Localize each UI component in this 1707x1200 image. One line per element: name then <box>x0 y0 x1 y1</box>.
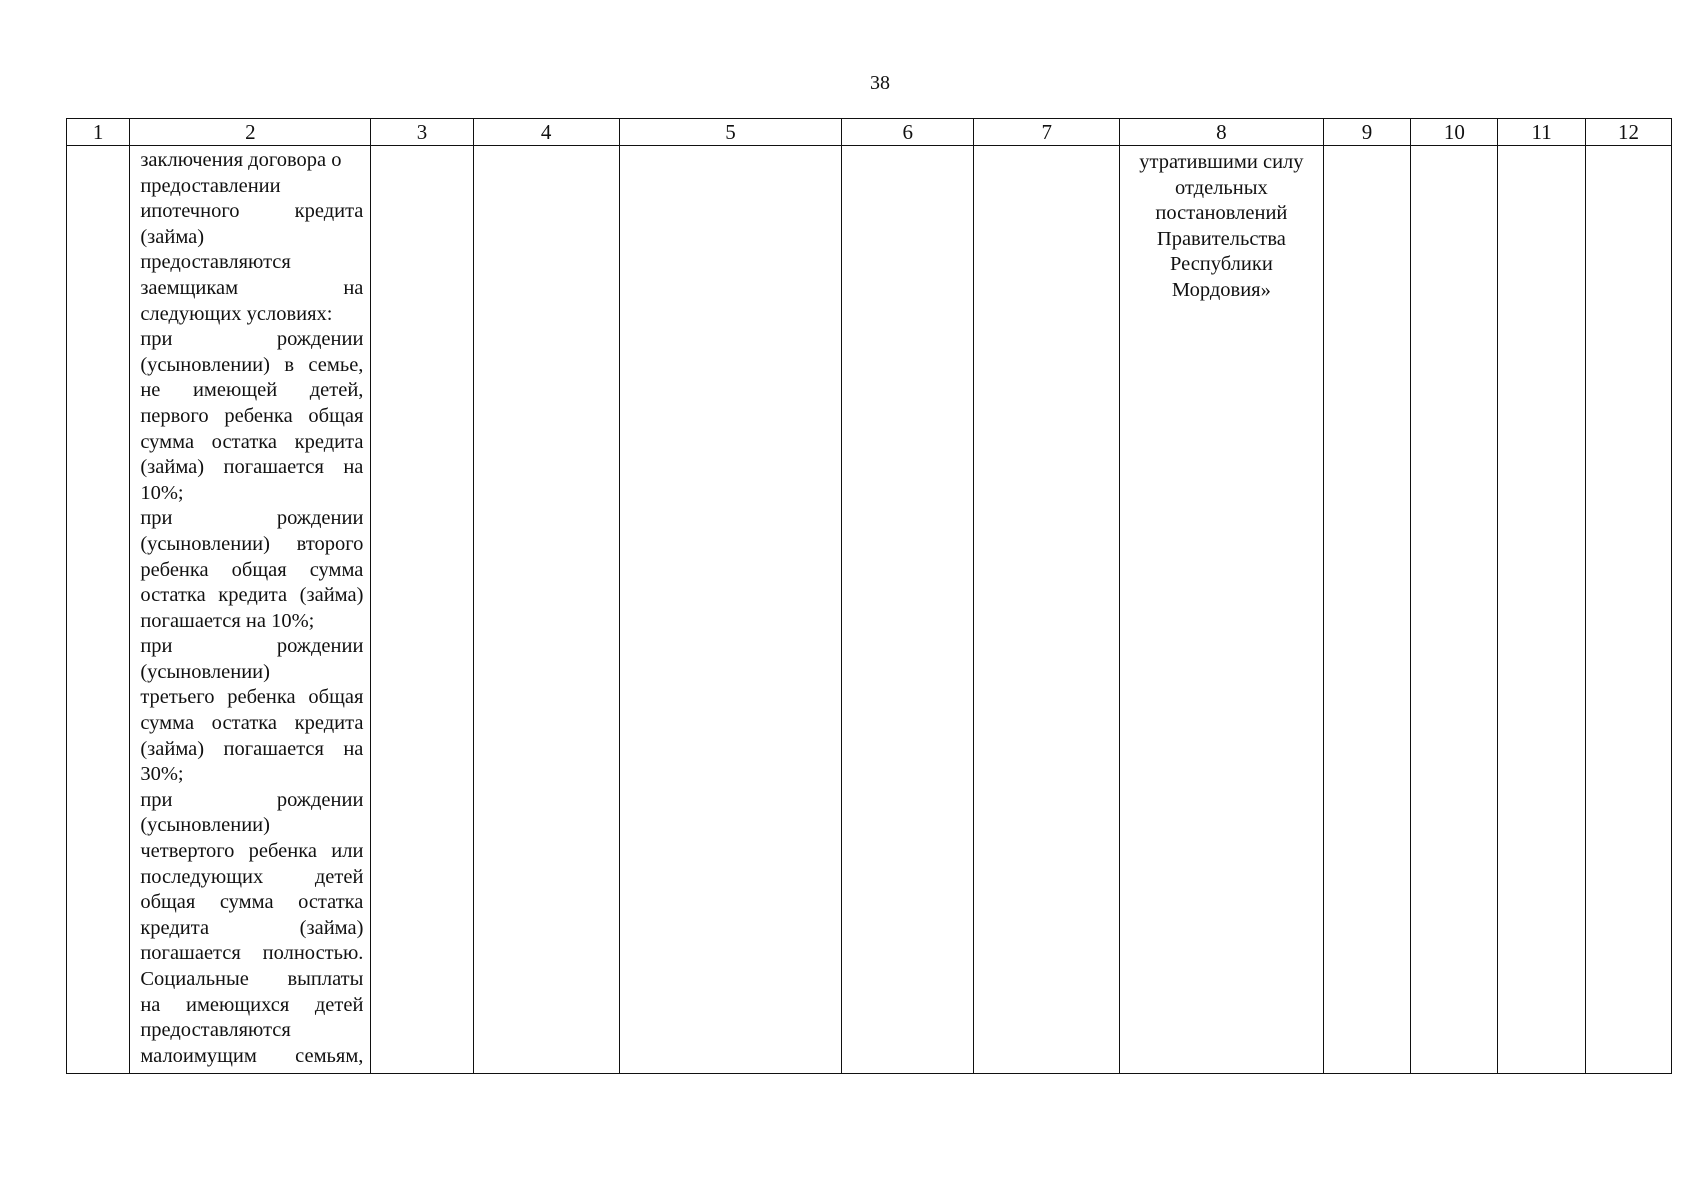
cell-col-3 <box>371 146 473 1074</box>
text-line: не имеющей детей, <box>140 379 364 402</box>
cell-col-12 <box>1586 146 1672 1074</box>
text-line: (усыновлении) <box>140 814 270 837</box>
text-line: постановлений <box>1155 202 1288 225</box>
cell-col-11 <box>1498 146 1586 1074</box>
document-table <box>66 118 1672 1074</box>
col-header-11: 11 <box>1498 119 1586 146</box>
text-line: сумма остатка кредита <box>140 712 364 735</box>
text-line: Социальные выплаты <box>140 968 364 990</box>
cell-col-10 <box>1411 146 1498 1074</box>
text-line: (усыновлении) в семье, <box>140 353 364 376</box>
text-line: заемщикам на <box>140 276 364 299</box>
text-line: Мордовия» <box>1171 278 1271 301</box>
text-line: Республики <box>1169 253 1273 276</box>
cell-col-2 <box>130 146 371 1074</box>
text-line: сумма остатка кредита <box>140 430 364 453</box>
header-row <box>67 119 1672 146</box>
text-line: 30%; <box>140 763 184 786</box>
text-line: (усыновлении) второго <box>140 532 364 555</box>
col-header-9: 9 <box>1323 119 1411 146</box>
text-line: при рождении <box>140 507 364 530</box>
text-line: погашается полностью. <box>140 942 364 965</box>
text-line: заключения договора о <box>140 149 342 171</box>
col2-text <box>130 146 370 1069</box>
cell-col-9 <box>1323 146 1411 1074</box>
text-line: остатка кредита (займа) <box>140 584 364 607</box>
text-line: (займа) погашается на <box>140 456 364 479</box>
col-header-5: 5 <box>619 119 842 146</box>
text-line: погашается на 10%; <box>140 609 315 632</box>
text-line: следующих условиях: <box>140 302 333 325</box>
col-header-12: 12 <box>1586 119 1672 146</box>
col-header-2: 2 <box>130 119 371 146</box>
text-line: (займа) погашается на <box>140 737 364 760</box>
text-line: отдельных <box>1175 176 1268 199</box>
text-line: при рождении <box>140 328 364 351</box>
text-line: четвертого ребенка или <box>140 840 364 863</box>
text-line: общая сумма остатка <box>140 891 364 914</box>
text-line: первого ребенка общая <box>140 404 364 427</box>
col-header-8: 8 <box>1120 119 1323 146</box>
text-line: предоставлении <box>140 174 281 197</box>
col-header-1: 1 <box>67 119 130 146</box>
text-line: при рождении <box>140 635 364 658</box>
text-line: (займа) <box>140 225 205 248</box>
text-line: кредита (займа) <box>140 916 364 939</box>
cell-col-4 <box>473 146 619 1074</box>
text-line: Правительства <box>1156 227 1286 250</box>
cell-col-7 <box>974 146 1120 1074</box>
text-line: ребенка общая сумма <box>140 558 364 581</box>
col-header-7: 7 <box>974 119 1120 146</box>
col8-text <box>1120 146 1322 304</box>
table-row <box>67 146 1672 1074</box>
text-line: на имеющихся детей <box>140 993 364 1016</box>
text-line: (усыновлении) <box>140 660 270 683</box>
text-line: последующих детей <box>140 865 364 888</box>
cell-col-8 <box>1120 146 1323 1074</box>
text-line: малоимущим семьям, <box>140 1044 364 1067</box>
text-line: предоставляются <box>140 251 291 274</box>
col-header-10: 10 <box>1411 119 1498 146</box>
page-number: 38 <box>870 72 890 94</box>
text-line: 10%; <box>140 481 184 504</box>
text-line: предоставляются <box>140 1019 291 1042</box>
text-line: ипотечного кредита <box>140 200 364 223</box>
cell-col-6 <box>842 146 974 1074</box>
cell-col-1 <box>67 146 130 1074</box>
text-line: утратившими силу <box>1139 151 1304 173</box>
col-header-4: 4 <box>473 119 619 146</box>
text-line: третьего ребенка общая <box>140 686 364 709</box>
col-header-3: 3 <box>371 119 473 146</box>
cell-col-5 <box>619 146 842 1074</box>
text-line: при рождении <box>140 788 364 811</box>
col-header-6: 6 <box>842 119 974 146</box>
